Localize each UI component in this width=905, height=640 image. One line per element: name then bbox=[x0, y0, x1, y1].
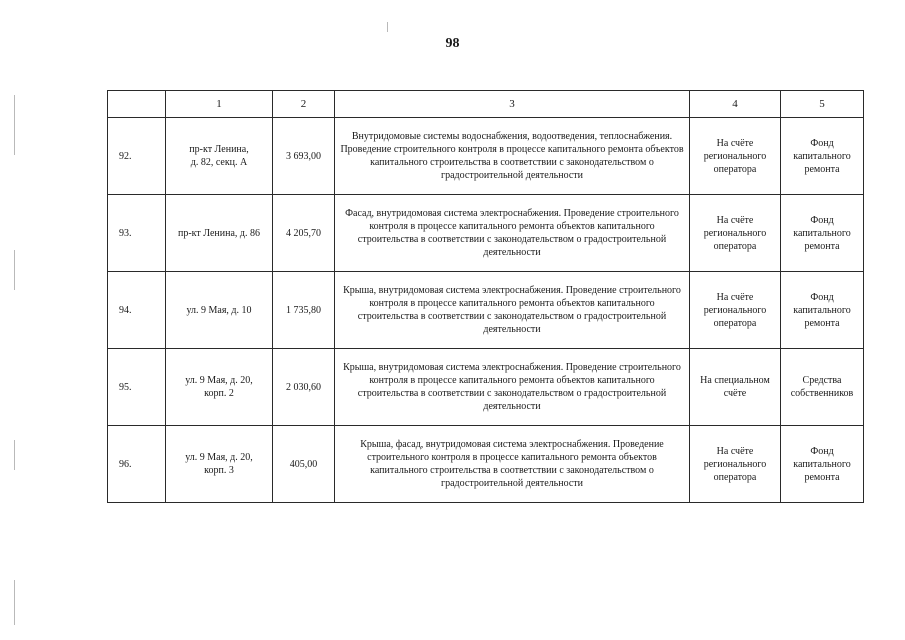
source-cell: Средства собственников bbox=[781, 349, 864, 426]
header-cell: 4 bbox=[690, 91, 781, 118]
header-cell bbox=[108, 91, 166, 118]
account-cell: На специальном счёте bbox=[690, 349, 781, 426]
source-cell: Фонд капитального ремонта bbox=[781, 426, 864, 503]
header-cell: 5 bbox=[781, 91, 864, 118]
table-row bbox=[108, 272, 864, 349]
row-number: 92. bbox=[108, 118, 166, 195]
row-number: 94. bbox=[108, 272, 166, 349]
header-cell: 2 bbox=[273, 91, 335, 118]
scan-artifact-top bbox=[387, 22, 388, 32]
capital-repair-table bbox=[107, 90, 864, 503]
sum-cell: 1 735,80 bbox=[273, 272, 335, 349]
works-cell: Крыша, фасад, внутридомовая система электроснабжения. Проведение строительного контроля в процессе капитального ремонта объектов капитального строительства в соответствии с законодательством о градостроительной деятельности bbox=[335, 426, 690, 503]
address-cell: ул. 9 Мая, д. 10 bbox=[166, 272, 273, 349]
header-cell: 3 bbox=[335, 91, 690, 118]
works-cell: Фасад, внутридомовая система электроснабжения. Проведение строительного контроля в процессе капитального ремонта объектов капитального строительства в соответствии с законодательством о градостроительной деятельности bbox=[335, 195, 690, 272]
row-number: 93. bbox=[108, 195, 166, 272]
address-cell: пр-кт Ленина, д. 82, секц. А bbox=[166, 118, 273, 195]
source-cell: Фонд капитального ремонта bbox=[781, 195, 864, 272]
table-header-row bbox=[108, 91, 864, 118]
sum-cell: 405,00 bbox=[273, 426, 335, 503]
header-cell: 1 bbox=[166, 91, 273, 118]
scan-artifact-left bbox=[14, 95, 15, 155]
works-cell: Внутридомовые системы водоснабжения, водоотведения, теплоснабжения. Проведение строительного контроля в процессе капитального ремонта объектов капитального строительства в соответствии с законодательством о градостроительной деятельности bbox=[335, 118, 690, 195]
table-row bbox=[108, 118, 864, 195]
table-row bbox=[108, 426, 864, 503]
scan-artifact-left bbox=[14, 580, 15, 625]
sum-cell: 2 030,60 bbox=[273, 349, 335, 426]
scan-artifact-left bbox=[14, 250, 15, 290]
address-cell: ул. 9 Мая, д. 20, корп. 3 bbox=[166, 426, 273, 503]
row-number: 96. bbox=[108, 426, 166, 503]
sum-cell: 4 205,70 bbox=[273, 195, 335, 272]
address-cell: ул. 9 Мая, д. 20, корп. 2 bbox=[166, 349, 273, 426]
source-cell: Фонд капитального ремонта bbox=[781, 118, 864, 195]
works-cell: Крыша, внутридомовая система электроснабжения. Проведение строительного контроля в процессе капитального ремонта объектов капитального строительства в соответствии с законодательством о градостроительной деятельности bbox=[335, 272, 690, 349]
sum-cell: 3 693,00 bbox=[273, 118, 335, 195]
works-cell: Крыша, внутридомовая система электроснабжения. Проведение строительного контроля в процессе капитального ремонта объектов капитального строительства в соответствии с законодательством о градостроительной деятельности bbox=[335, 349, 690, 426]
account-cell: На счёте регионального оператора bbox=[690, 272, 781, 349]
row-number: 95. bbox=[108, 349, 166, 426]
account-cell: На счёте регионального оператора bbox=[690, 195, 781, 272]
source-cell: Фонд капитального ремонта bbox=[781, 272, 864, 349]
account-cell: На счёте регионального оператора bbox=[690, 118, 781, 195]
page-number: 98 bbox=[445, 36, 460, 51]
scan-artifact-left bbox=[14, 440, 15, 470]
table-row bbox=[108, 349, 864, 426]
table-row bbox=[108, 195, 864, 272]
address-cell: пр-кт Ленина, д. 86 bbox=[166, 195, 273, 272]
account-cell: На счёте регионального оператора bbox=[690, 426, 781, 503]
